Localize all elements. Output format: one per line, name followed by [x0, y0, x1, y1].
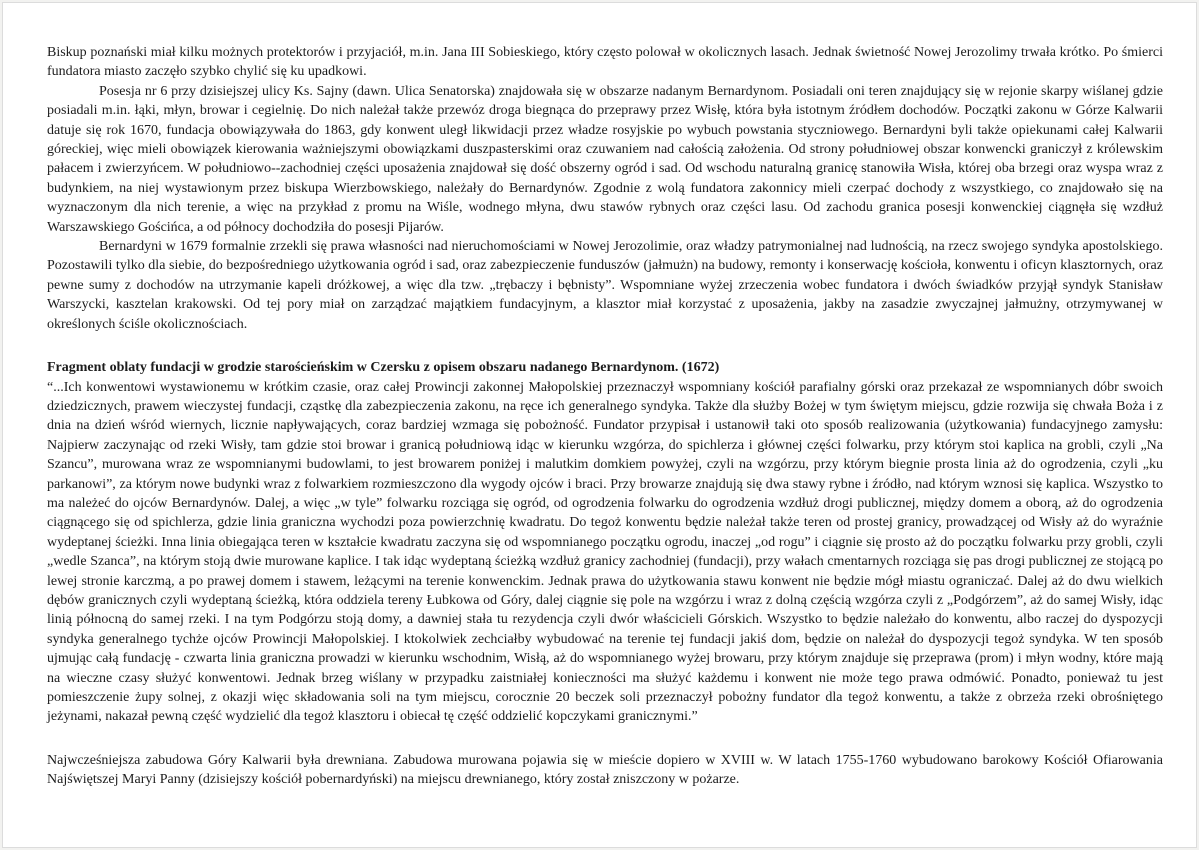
closing-paragraph: Najwcześniejsza zabudowa Góry Kalwarii była drewniana. Zabudowa murowana pojawia się w mieście dopiero w XVIII w. W latach 1755-1760 wybudowano barokowy Kościół Ofiarowania Najświętszej Maryi Panny (dzisiejszy kościół pobernardyński) na miejscu drewnianego, który został zniszczony w pożarze. [47, 752, 1163, 788]
section-heading: Fragment oblaty fundacji w grodzie starościeńskim w Czersku z opisem obszaru nadanego Bernardynom. (1672) [47, 360, 720, 376]
intro-paragraph-1: Biskup poznański miał kilku możnych protektorów i przyjaciół, m.in. Jana III Sobieskiego, który często polował w okolicznych lasach. Jednak świetność Nowej Jerozolimy trwała krótko. Po śmierci fundatora miasto zaczęło szybko chylić się ku upadkowi. [47, 45, 1163, 80]
intro-paragraph-2: Posesja nr 6 przy dzisiejszej ulicy Ks. Sajny (dawn. Ulica Senatorska) znajdowała się w obszarze nadanym Bernardynom. Posiadali oni teren znajdujący się w rejonie skarpy wiślanej gdzie posiadali m.in. łąki, młyn, browar i cegielnię. Do nich należał także przewóz droga biegnąca do przeprawy przez Wisłę, która była istotnym źródłem dochodów. Początki zakonu w Górze Kalwarii datuje się rok 1670, fundacja obowiązywała do 1863, gdy konwent uległ likwidacji przez władze rosyjskie po wybuch powstania styczniowego. Bernardyni byli także opiekunami całej Kalwarii góreckiej, więc mieli obowiązek kierowania ważniejszymi obowiązkami duszpasterskimi oraz czuwaniem nad całością założenia. Od strony południowej obszar konwencki graniczył z królewskim pałacem i zwierzyńcem. W południowo--zachodniej części uposażenia znajdował się dość obszerny ogród i sad. Od wschodu naturalną granicę stanowiła Wisła, której oba brzegi oraz wyspa wraz z budynkiem, na niej wystawionym przez biskupa Wierzbowskiego, należały do Bernardynów. Zgodnie z wolą fundatora zakonnicy mieli czerpać dochody z wszystkiego, co znajdowało się na wyznaczonym dla nich terenie, a więc na przykład z promu na Wiśle, wodnego młyna, dwu stawów rybnych oraz części lasu. Od zachodu granica posesji konwenckiej ciągnęła się wzdłuż Warszawskiego Gościńca, a od północy dochodziła do posesji Pijarów. [47, 83, 1163, 235]
document-page [3, 3, 1196, 847]
document-body [47, 43, 1163, 790]
intro-paragraph-3: Bernardyni w 1679 formalnie zrzekli się prawa własności nad nieruchomościami w Nowej Jerozolimie, oraz władzy patrymonialnej nad ludnością, na rzecz swojego syndyka apostolskiego. Pozostawili tylko dla siebie, do bezpośredniego użytkowania ogród i sad, oraz zabezpieczenie funduszów (jałmużn) na budowy, remonty i konserwację kościoła, konwentu i oficyn klasztornych, oraz pewne sumy z dochodów na utrzymanie kapeli dróżkowej, a więc dla tzw. „trębaczy i bębnisty”. Wspomniane wyżej zrzeczenia wobec fundatora i dwóch świadków przyjął syndyk Stanisław Warszycki, kasztelan krakowski. Od tej pory miał on zarządzać majątkiem fundacyjnym, a klasztor miał korzystać z uposażenia, jakby na zasadzie zwyczajnej jałmużny, otrzymywanej w określonych ściśle okolicznościach. [47, 239, 1163, 332]
quote-paragraph: “...Ich konwentowi wystawionemu w krótkim czasie, oraz całej Prowincji zakonnej Małopolskiej przeznaczył wspomniany kościół parafialny górski oraz przekazał ze wspomnianych dóbr swoich dziedzicznych, prawem wieczystej fundacji, cząstkę dla zabezpieczenia zakonu, na ręce ich generalnego syndyka. Także dla służby Bożej w tym świętym miejscu, gdzie rozwija się chwała Boża i z dnia na dzień wśród wiernych, licznie napływających, coraz bardziej wzmaga się pobożność. Fundator przypisał i ustanowił taki oto sposób realizowania (użytkowania) fundacyjnego zamysłu: Najpierw zaczynając od rzeki Wisły, tam gdzie stoi browar i granicą południową idąc w kierunku wzgórza, do spichlerza i głównej części folwarku, przy którym stoi kaplica na grobli, czyli „Na Szancu”, murowana wraz ze wspomnianymi budowlami, to jest browarem poniżej i malutkim domkiem powyżej, czyli na wzgórzu, przy którym biegnie prosta linia aż do ogrodzenia, czyli „ku parkanowi”, za którym nowe budynki wraz z folwarkiem rozmieszczono dla wygody ojców i braci. Przy browarze znajdują się dwa stawy rybne i źródło, nad którym wznosi się kaplica. Wszystko to ma należeć do ojców Bernardynów. Dalej, a więc „w tyle” folwarku rozciąga się ogród, od ogrodzenia folwarku do ogrodzenia wzdłuż drogi publicznej, między domem a oborą, aż do ogrodzenia ciągnącego się od spichlerza, gdzie linia graniczna wychodzi poza powierzchnię kwadratu. Do tegoż konwentu będzie należał także teren od prostej granicy, prowadzącej od Wisły aż do wyraźnie wydeptanej ścieżki. Inna linia obiegająca teren w kształcie kwadratu zaczyna się od wspomnianego początku ogrodu, inaczej „od rogu” i ciągnie się prosto aż do początku folwarku przy grobli, czyli „wedle Szanca”, na którym stoją dwie murowane kaplice. I tak idąc wydeptaną ścieżką wzdłuż granicy zachodniej (fundacji), przy wałach cmentarnych rozciąga się pas drogi publicznej ze stojącą po lewej stronie karczmą, a po prawej domem i stawem, leżącymi na terenie konwenckim. Jednak prawa do użytkowania stawu konwent nie będzie mógł miastu ograniczać. Dalej aż do dwu wielkich dębów granicznych czyli wydeptaną ścieżką, która oddziela tereny Łubkowa od Góry, dalej ciągnie się pole na wzgórzu i wraz z dolną częścią wzgórza czyli z „Podgórzem”, aż do samej Wisły, idąc linią północną do samej rzeki. I na tym Podgórzu stoją domy, a dawniej stała tu rezydencja czyli dwór właścicieli Górskich. Wszystko to będzie należało do konwentu, albo raczej do dyspozycji syndyka generalnego tychże ojców Prowincji Małopolskiej. I ktokolwiek zechciałby wybudować na terenie tej fundacji jakiś dom, będzie on należał do dyspozycji tegoż syndyka. W ten sposób ujmując całą fundację - czwarta linia graniczna prowadzi w kierunku wschodnim, Wisłą, aż do wspomnianego wyżej browaru, przy którym znajduje się przeprawa (prom) i młyn wodny, które mają na wieczne czasy służyć konwentowi. Jednak brzeg wiślany w przypadku zaistniałej konieczności ma służyć każdemu i konwent nie może tego prawa odmówić. Ponadto, ponieważ tu jest pomieszczenie żupy solnej, z okazji więc składowania soli na tym miejscu, corocznie 20 beczek soli przeznaczył pobożny fundator dla tegoż konwentu, a także z obrzeża rzeki obrośniętego jeżynami, nakazał pewną część wydzielić dla tegoż klasztoru i obiecał tę część oddzielić kopczykami granicznymi.” [47, 379, 1163, 725]
